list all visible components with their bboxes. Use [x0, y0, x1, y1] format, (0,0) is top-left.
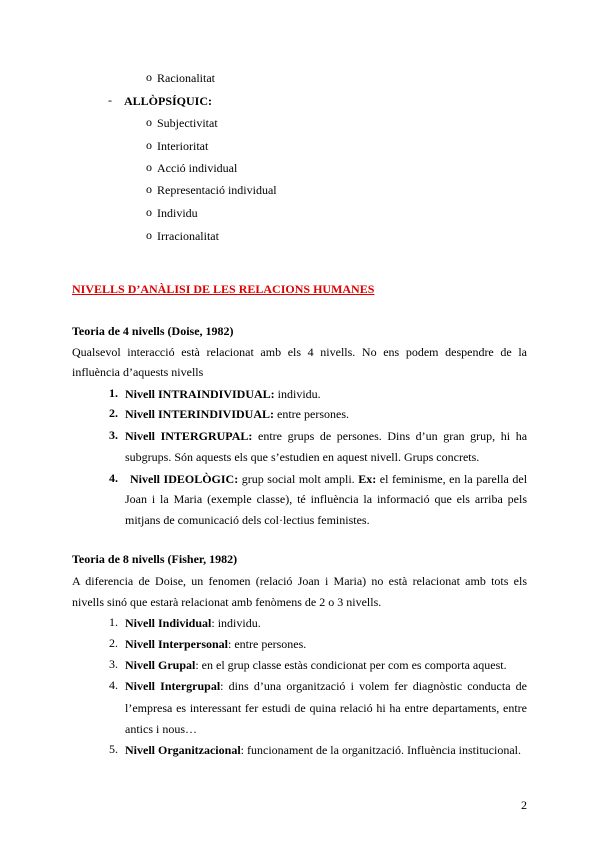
list-item: Nivell Grupal: en el grup classe estàs condicionat per com es comporta aquest.: [125, 658, 507, 672]
paragraph-line: Qualsevol interacció està relacionat amb els 4 nivells. No ens podem despendre de la: [72, 345, 527, 359]
list-number: 2.: [109, 406, 118, 420]
list-item: Interioritat: [157, 139, 209, 153]
bullet-dash: -: [108, 93, 112, 107]
list-item: Nivell INTRAINDIVIDUAL: individu.: [125, 387, 321, 401]
list-item: Nivell Organitzacional: funcionament de la organització. Influència institucional.: [125, 743, 522, 757]
paragraph-line: A diferencia de Doise, un fenomen (relació Joan i Maria) no està relacionat amb tots els: [72, 574, 527, 588]
list-item-continuation: antics i nous…: [125, 722, 197, 736]
paragraph-line: influència d’aquests nivells: [72, 365, 204, 379]
list-item-continuation: Joan i la Maria (exemple classe), té influència la informació que els arriba pels: [125, 492, 527, 506]
list-number: 3.: [109, 428, 118, 442]
list-item: Irracionalitat: [157, 229, 219, 243]
list-number: 1.: [109, 615, 118, 629]
bullet-circle: o: [146, 205, 152, 219]
list-number: 4.: [109, 678, 118, 692]
list-number: 5.: [109, 742, 118, 756]
bullet-circle: o: [146, 182, 152, 196]
list-number: 2.: [109, 636, 118, 650]
list-item-continuation: l’empresa es interessant fer estudi de quina relació hi ha entre departaments, entre: [125, 701, 527, 715]
bullet-circle: o: [146, 115, 152, 129]
section-title: NIVELLS D’ANÀLISI DE LES RELACIONS HUMANES: [72, 282, 375, 296]
list-item: Nivell INTERINDIVIDUAL: entre persones.: [125, 407, 349, 421]
section-label: ALLÒPSÍQUIC:: [124, 94, 213, 108]
paragraph-line: nivells sinó que estarà relacionat amb fenòmens de 2 o 3 nivells.: [72, 595, 382, 609]
list-item: Representació individual: [157, 183, 277, 197]
bullet-circle: o: [146, 138, 152, 152]
subheading: Teoria de 8 nivells (Fisher, 1982): [72, 552, 238, 566]
list-item: Subjectivitat: [157, 116, 218, 130]
list-item-continuation: mitjans de comunicació dels col·lectius feministes.: [125, 513, 370, 527]
list-item: Acció individual: [157, 161, 238, 175]
list-number: 3.: [109, 657, 118, 671]
list-item: Nivell IDEOLÒGIC: grup social molt ampli. Ex: el feminisme, en la parella del: [130, 472, 528, 486]
list-item: Nivell Interpersonal: entre persones.: [125, 637, 307, 651]
list-item: Nivell Individual: individu.: [125, 616, 261, 630]
list-item: Nivell INTERGRUPAL: entre grups de persones. Dins d’un gran grup, hi ha: [125, 429, 528, 443]
list-number: 4.: [109, 471, 118, 485]
list-item: Nivell Intergrupal: dins d’una organització i volem fer diagnòstic conducta de: [125, 679, 528, 693]
bullet-circle: o: [146, 70, 152, 84]
list-item: Racionalitat: [157, 71, 215, 85]
list-item: Individu: [157, 206, 198, 220]
list-item-continuation: subgrups. Són aquests els que s’estudien en aquest nivell. Grups concrets.: [125, 450, 480, 464]
subheading: Teoria de 4 nivells (Doise, 1982): [72, 324, 234, 338]
page-number: 2: [521, 798, 527, 812]
bullet-circle: o: [146, 160, 152, 174]
bullet-circle: o: [146, 228, 152, 242]
list-number: 1.: [109, 386, 118, 400]
